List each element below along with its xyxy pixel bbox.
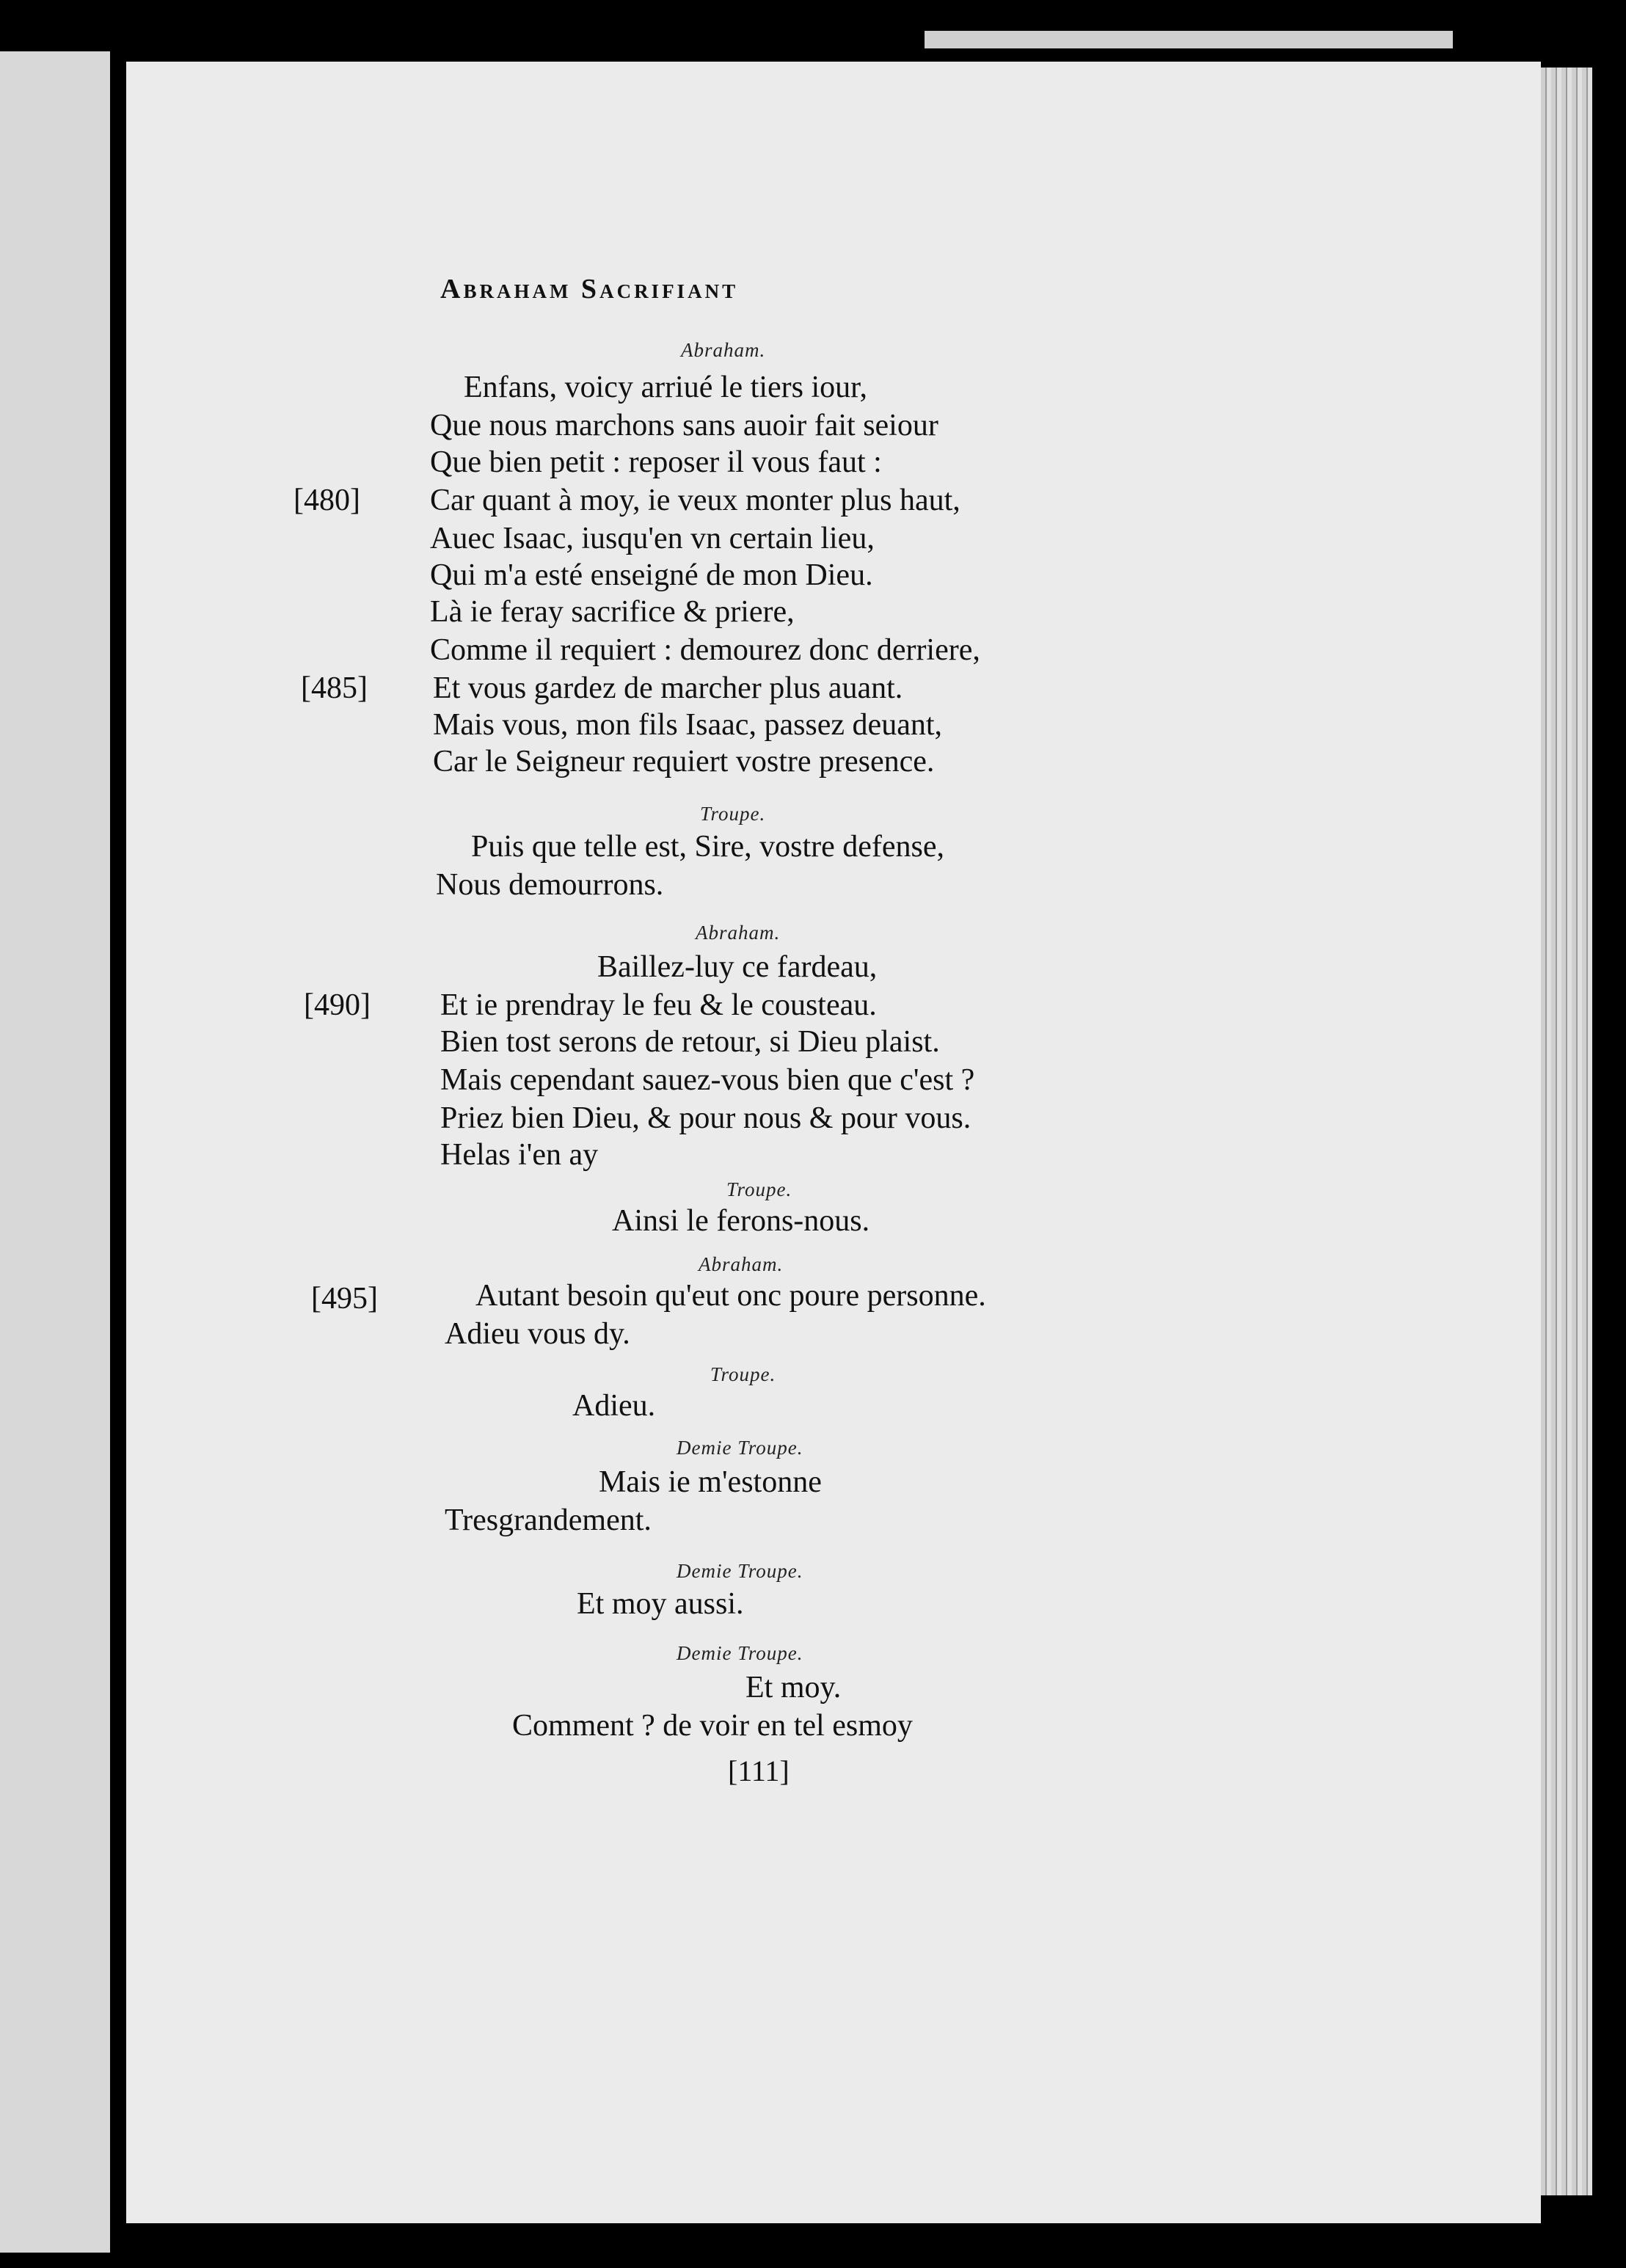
verse-line: Puis que telle est, Sire, vostre defense, [471,830,945,864]
verse-line: Et moy aussi. [577,1587,744,1621]
verse-line: Et ie prendray le feu & le cousteau. [440,988,877,1022]
verse-line: Mais cependant sauez-vous bien que c'est ? [440,1063,975,1097]
verse-line: Mais vous, mon fils Isaac, passez deuant, [433,708,943,742]
verse-line: Baillez-luy ce fardeau, [597,950,878,984]
top-page-strip [925,31,1453,48]
facing-page-edge [0,51,110,2253]
verse-line: Qui m'a esté enseigné de mon Dieu. [430,558,873,592]
verse-line: Comme il requiert : demourez donc derriere, [430,633,980,667]
verse-line: Adieu vous dy. [445,1317,630,1351]
verse-line: Bien tost serons de retour, si Dieu plaist. [440,1025,940,1059]
line-number: [495] [311,1282,378,1316]
verse-line: Car le Seigneur requiert vostre presence. [433,745,935,779]
running-header: Abraham Sacrifiant [440,274,739,305]
verse-line: Comment ? de voir en tel esmoy [512,1709,913,1743]
speaker-label: Demie Troupe. [677,1642,803,1664]
verse-line: Autant besoin qu'eut onc poure personne. [475,1279,986,1313]
verse-line: Adieu. [572,1389,656,1423]
line-number: [490] [304,988,371,1022]
speaker-label: Demie Troupe. [677,1437,803,1459]
speaker-label: Troupe. [710,1363,776,1385]
verse-line: Et vous gardez de marcher plus auant. [433,671,903,705]
verse-line: Que bien petit : reposer il vous faut : [430,445,882,479]
verse-line: Nous demourrons. [436,868,664,902]
speaker-label: Abraham. [699,1253,784,1275]
speaker-label: Abraham. [681,339,766,361]
verse-line: Là ie feray sacrifice & priere, [430,595,795,629]
verse-line: Tresgrandement. [445,1503,652,1537]
verse-line: Ainsi le ferons-nous. [612,1204,870,1238]
line-number: [480] [294,484,360,517]
page-stack-edge [1541,68,1592,2195]
page-number: [111] [728,1754,790,1787]
verse-line: Priez bien Dieu, & pour nous & pour vous. [440,1101,971,1135]
speaker-label: Troupe. [700,803,766,825]
verse-line: Auec Isaac, iusqu'en vn certain lieu, [430,522,875,555]
verse-line: Enfans, voicy arriué le tiers iour, [464,371,867,404]
speaker-label: Demie Troupe. [677,1560,803,1582]
verse-line: Et moy. [745,1671,842,1704]
verse-line: Car quant à moy, ie veux monter plus haut, [430,484,960,517]
speaker-label: Troupe. [726,1178,792,1200]
verse-line: Helas i'en ay [440,1138,599,1172]
line-number: [485] [301,671,368,705]
verse-line: Mais ie m'estonne [599,1465,822,1499]
verse-line: Que nous marchons sans auoir fait seiour [430,409,938,442]
speaker-label: Abraham. [696,922,781,944]
